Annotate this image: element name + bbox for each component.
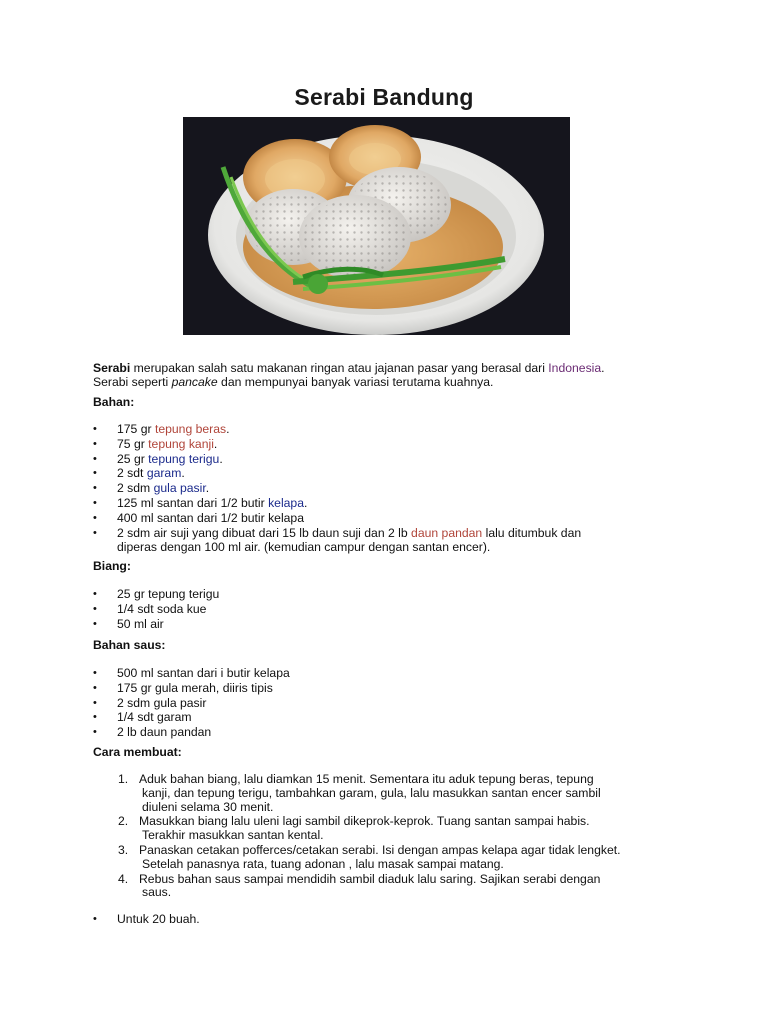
list-item: • 2 lb daun pandan [93,725,653,740]
link-tepung-beras[interactable]: tepung beras [154,422,227,436]
intro-line2-b: dan mempunyai banyak variasi terutama kuahnya. [217,375,494,389]
step-line: Rebus bahan saus sampai mendidih sambil diaduk lalu saring. Sajikan serabi dengan [139,871,601,886]
step-line: Aduk bahan biang, lalu diamkan 15 menit. Sementara itu aduk tepung beras, tepung [139,772,594,786]
intro-text: merupakan salah satu makanan ringan atau jajanan pasar yang berasal dari [130,361,549,375]
link-daun-pandan[interactable]: daun pandan [411,525,483,540]
note-item: • Untuk 20 buah. [93,912,653,927]
steps-list [93,773,683,901]
list-item: • 25 gr tepung terigu [93,587,653,602]
step-line: Panaskan cetakan pofferces/cetakan serabi. Isi dengan ampas kelapa agar tidak lengket. [139,842,621,857]
section-heading-cara-membuat: Cara membuat: [93,745,182,759]
list-item: • 500 ml santan dari i butir kelapa [93,666,653,681]
item-text: 175 gr [117,422,155,436]
link-gula-pasir[interactable]: gula pasir [153,481,206,496]
item-text: 2 sdm [117,481,154,496]
step-number: 4. [118,871,129,886]
list-item [93,526,653,554]
serabi-photo [183,117,570,335]
item-text: 25 gr [117,451,149,466]
step-number: 3. [118,842,129,857]
item-text: 2 sdt [117,466,147,481]
list-item: • 50 ml air [93,617,653,632]
link-tepung-kanji[interactable]: tepung kanji [148,436,214,451]
list-item [93,437,653,452]
item-text: lalu ditumbuk dan [482,525,582,540]
step-item [93,844,683,872]
step-line: Setelah panasnya rata, tuang adonan , lalu masak sampai matang. [142,856,504,871]
intro-bold-term: Serabi [93,361,131,375]
serabi-plate-illustration [183,117,570,335]
step-item [93,873,683,901]
step-item [93,815,683,843]
section-heading-bahan: Bahan: [93,395,135,409]
saus-list [93,666,653,740]
intro-line2-a: Serabi seperti [93,375,172,389]
item-text: 400 ml santan dari 1/2 butir kelapa [117,510,304,525]
step-line: diuleni selama 30 menit. [142,799,274,814]
note-list [93,912,653,927]
step-line: kanji, dan tepung terigu, tambahkan garam, gula, lalu masukkan santan encer sambil [142,785,601,800]
list-item [93,452,653,467]
item-punct: . [213,436,218,451]
bahan-list [93,422,653,554]
item-text: 75 gr [117,436,149,451]
list-item: • 1/4 sdt garam [93,710,653,725]
item-punct: . [219,451,223,466]
section-heading-biang: Biang: [93,559,131,573]
list-item [93,422,653,437]
list-item: • 2 sdm gula pasir [93,696,653,711]
item-punct: . [226,422,230,436]
biang-list [93,587,653,631]
link-tepung-terigu[interactable]: tepung terigu [148,451,220,466]
link-indonesia[interactable]: Indonesia [548,361,602,375]
item-text: 2 sdm air suji yang dibuat dari 15 lb daun suji dan 2 lb [117,525,412,540]
step-line: saus. [142,885,172,900]
intro-paragraph [93,361,693,389]
link-kelapa[interactable]: kelapa [268,495,304,510]
intro-italic-term: pancake [171,375,218,389]
intro-text-end: . [601,361,605,375]
step-number: 2. [118,814,129,829]
item-punct: . [205,481,210,496]
step-line: Masukkan biang lalu uleni lagi sambil dikeprok-keprok. Tuang santan sampai habis. [139,814,590,829]
item-punct: . [181,466,185,481]
item-punct: . [304,495,308,510]
step-number: 1. [118,772,129,786]
page-title: Serabi Bandung [294,84,474,110]
step-line: Terakhir masukkan santan kental. [142,828,324,843]
section-heading-bahan-saus: Bahan saus: [93,638,166,652]
item-text: 125 ml santan dari 1/2 butir [117,495,269,510]
list-item [93,511,653,526]
list-item [93,466,653,481]
list-item [93,481,653,496]
list-item: • 175 gr gula merah, diiris tipis [93,681,653,696]
list-item: • 1/4 sdt soda kue [93,602,653,617]
step-item [93,773,683,814]
list-item [93,496,653,511]
link-garam[interactable]: garam [146,466,182,481]
item-text-line2: diperas dengan 100 ml air. (kemudian campur dengan santan encer). [117,539,491,554]
